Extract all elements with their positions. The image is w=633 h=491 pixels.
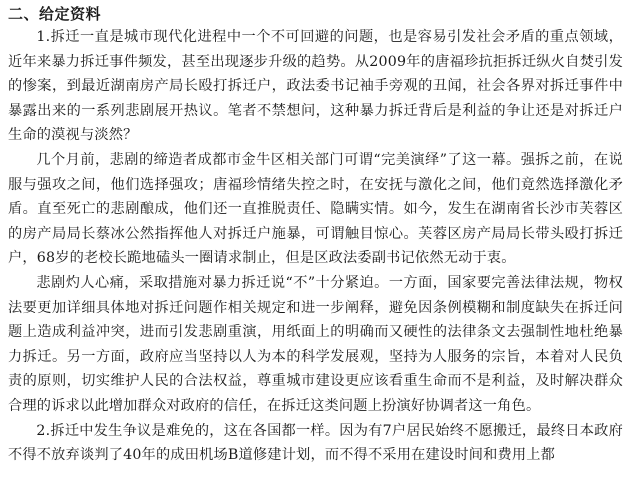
paragraph-4: 2.拆迁中发生争议是难免的，这在各国都一样。因为有7户居民始终不愿搬迁，最终日本政府不得不放弃谈判了40年的成田机场B道修建计划，而不得不采用在建设时间和费用上都 [8, 422, 623, 464]
section-heading: 二、给定资料 [8, 5, 102, 23]
paragraph-3: 悲剧灼人心痛，采取措施对暴力拆迁说“不”十分紧迫。一方面，国家要完善法律法规，物权法要更加详细具体地对拆迁问题作相关规定和进一步阐释，避免因条例模糊和制度缺失在拆迁问题上造成利益冲突，进而引发悲剧重演，用纸面上的明确而又硬性的法律条文去强制性地杜绝暴力拆迁。另一方面，政府应当坚持以人为本的科学发展观，坚持为人服务的宗旨，本着对人民负责的原则，切实维护人民的合法权益，尊重城市建设更应该看重生命而不是利益，及时解决群众合理的诉求以此增加群众对政府的信任，在拆迁这类问题上扮演好协调者这一角色。 [8, 274, 623, 414]
paragraph-1: 1.拆迁一直是城市现代化进程中一个不可回避的问题，也是容易引发社会矛盾的重点领域，近年来暴力拆迁事件频发，甚至出现逐步升级的趋势。从2009年的唐福珍抗拒拆迁纵火自焚引发的惨案，到最近湖南房产局长殴打拆迁户，政法委书记袖手旁观的丑闻，社会各界对拆迁事件中暴露出来的一系列悲剧展开热议。笔者不禁想问，这种暴力拆迁背后是利益的争让还是对拆迁户生命的漠视与淡然？ [8, 29, 623, 144]
paragraph-2: 几个月前，悲剧的缔造者成都市金牛区相关部门可谓“完美演绎”了这一幕。强拆之前，在说服与强攻之间，他们选择强攻；唐福珍情绪失控之时，在安抚与激化之间，他们竟然选择激化矛盾。直至死亡的悲剧酿成，他们还一直推脱责任、隐瞒实情。如今，发生在湖南省长沙市芙蓉区的房产局局长蔡冰公然指挥他人对拆迁户施暴，可谓触目惊心。芙蓉区房产局局长带头殴打拆迁户，68岁的老校长跪地磕头一圈请求制止，但是区政法委副书记依然无动于衷。 [8, 151, 623, 267]
